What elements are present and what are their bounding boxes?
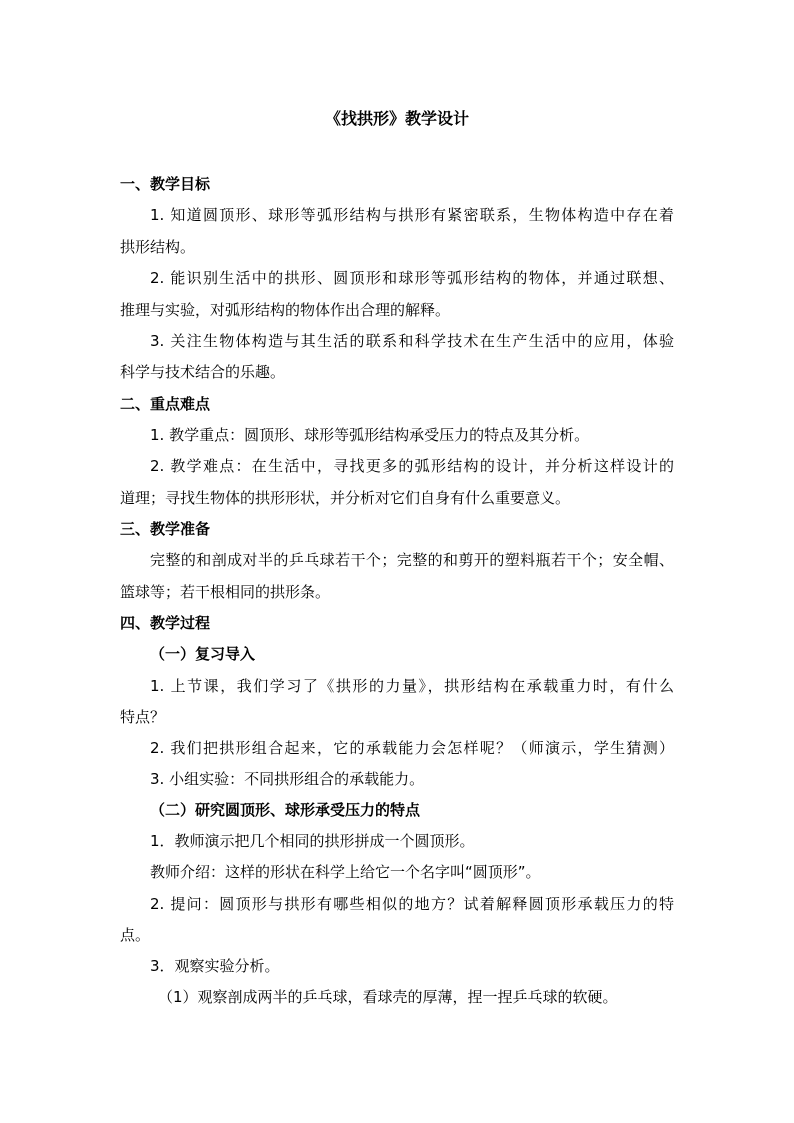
section-heading: 二、重点难点 <box>120 395 211 413</box>
paragraph-line: 2. 我们把拱形组合起来，它的承载能力会怎样呢？（师演示，学生猜测） <box>150 739 674 757</box>
paragraph-line: 推理与实验，对弧形结构的物体作出合理的解释。 <box>120 301 451 319</box>
document-title: 《找拱形》教学设计 <box>324 109 469 128</box>
paragraph-line: 完整的和剖成对半的乒乓球若干个；完整的和剪开的塑料瓶若干个；安全帽、 <box>150 551 674 569</box>
paragraph-line: 科学与技术结合的乐趣。 <box>120 363 286 381</box>
paragraph-line: 2. 提问：圆顶形与拱形有哪些相似的地方？试着解释圆顶形承载压力的特 <box>150 895 674 913</box>
paragraph-line: 1. 上节课，我们学习了《拱形的力量》，拱形结构在承载重力时，有什么 <box>150 677 674 695</box>
paragraph-line: 1. 知道圆顶形、球形等弧形结构与拱形有紧密联系，生物体构造中存在着 <box>150 206 674 224</box>
section-heading: （一）复习导入 <box>150 645 256 663</box>
paragraph-line: 1. 教学重点：圆顶形、球形等弧形结构承受压力的特点及其分析。 <box>150 426 590 444</box>
paragraph-line: 3. 小组实验：不同拱形组合的承载能力。 <box>150 770 425 788</box>
paragraph-line: 3．观察实验分析。 <box>150 957 280 975</box>
paragraph-line: 2. 能识别生活中的拱形、圆顶形和球形等弧形结构的物体，并通过联想、 <box>150 269 674 287</box>
section-heading: 一、教学目标 <box>120 175 211 193</box>
paragraph-line: 道理；寻找生物体的拱形形状，并分析对它们自身有什么重要意义。 <box>120 489 571 507</box>
section-heading: 四、教学过程 <box>120 614 211 632</box>
paragraph-line: 特点？ <box>120 708 166 726</box>
paragraph-line: 拱形结构。 <box>120 238 196 256</box>
section-heading: 三、教学准备 <box>120 520 211 538</box>
paragraph-line: 1．教师演示把几个相同的拱形拼成一个圆顶形。 <box>150 832 475 850</box>
paragraph-line: 3. 关注生物体构造与其生活的联系和科学技术在生产生活中的应用，体验 <box>150 332 674 350</box>
paragraph-line: 篮球等；若干根相同的拱形条。 <box>120 583 331 601</box>
section-heading: （二）研究圆顶形、球形承受压力的特点 <box>150 801 421 819</box>
paragraph-line: 点。 <box>120 926 151 944</box>
paragraph-line: 2. 教学难点：在生活中，寻找更多的弧形结构的设计，并分析这样设计的 <box>150 457 674 475</box>
paragraph-line: （1）观察剖成两半的乒乓球，看球壳的厚薄，捏一捏乒乓球的软硬。 <box>158 988 618 1006</box>
paragraph-line: 教师介绍：这样的形状在科学上给它一个名字叫“圆顶形”。 <box>150 863 541 881</box>
